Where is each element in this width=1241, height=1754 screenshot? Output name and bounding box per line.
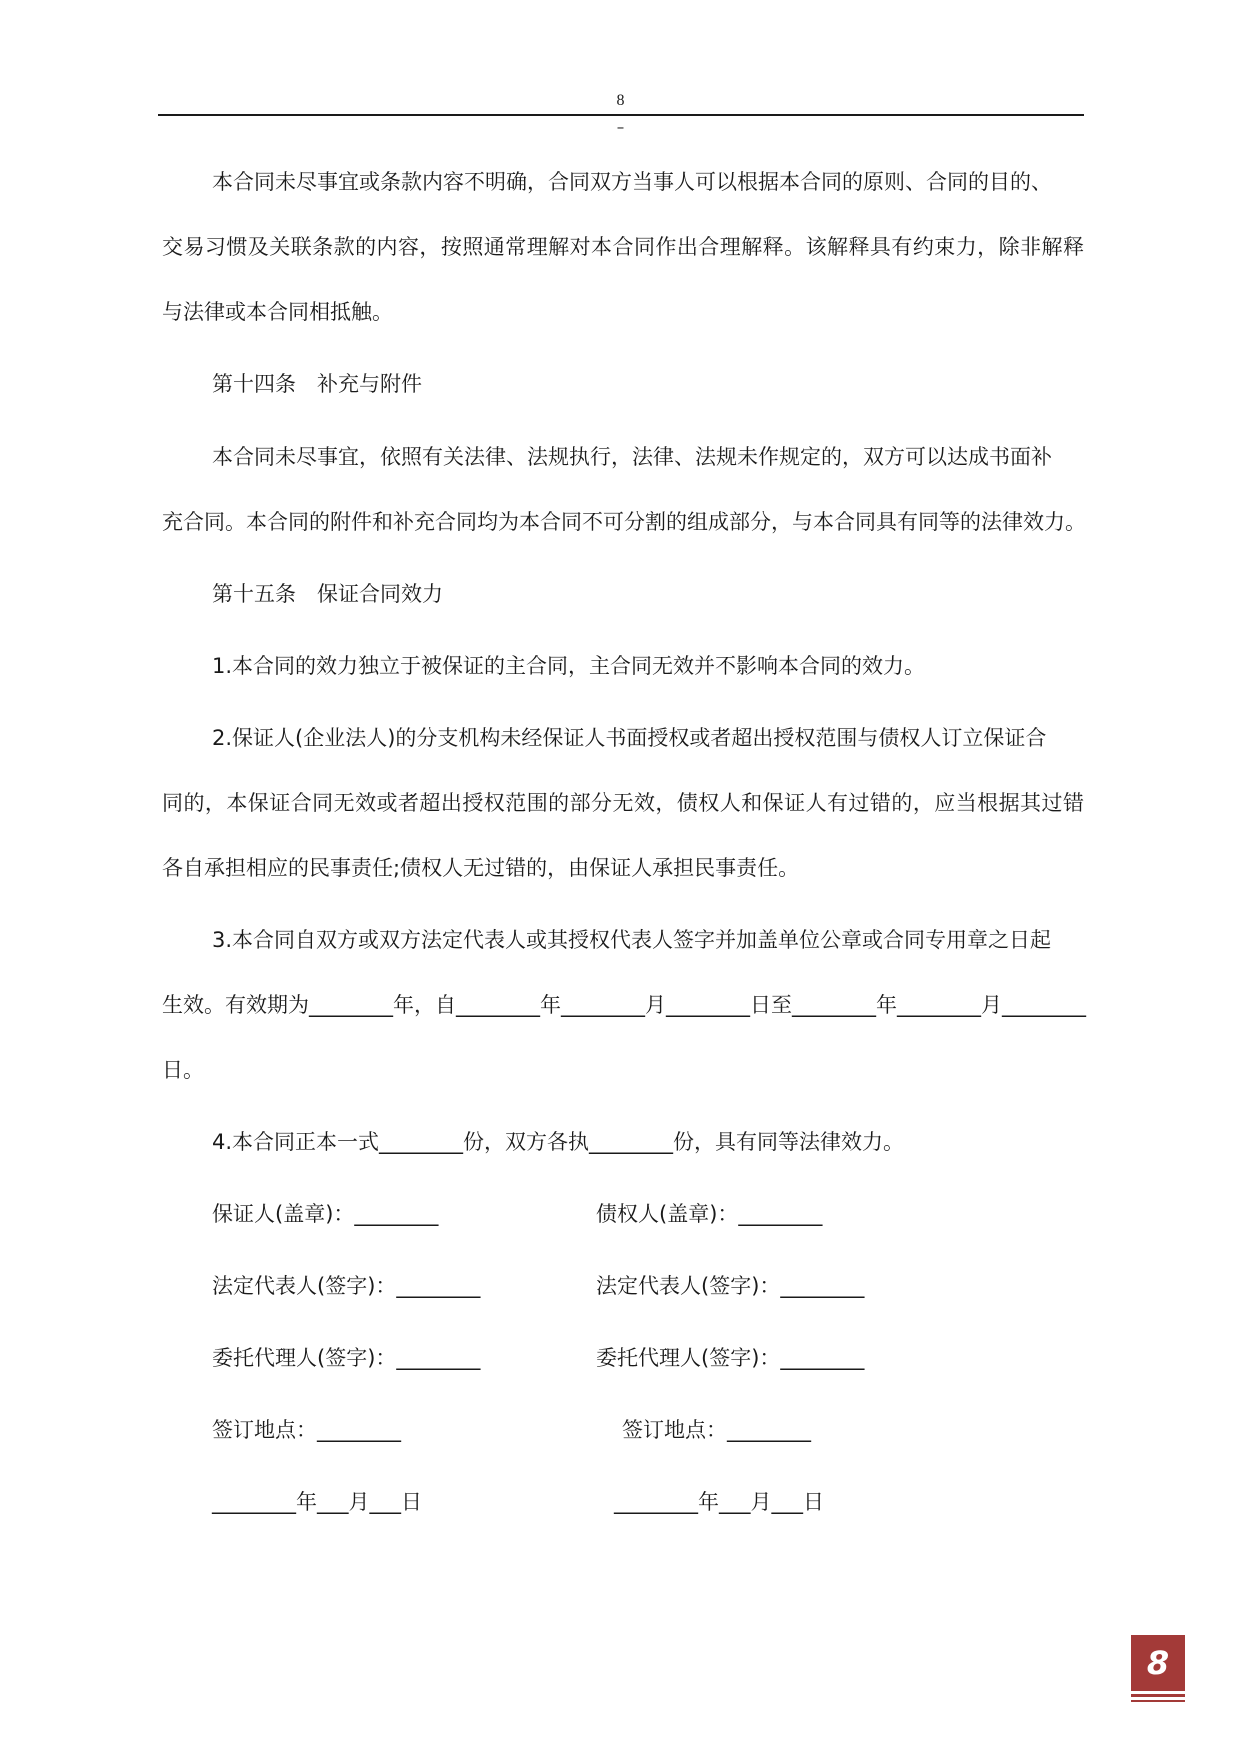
right-place-line: 签订地点：________ <box>622 1418 811 1442</box>
right-agent-line: 委托代理人(签字)：________ <box>596 1346 865 1370</box>
paragraph-line: 交易习惯及关联条款的内容，按照通常理解对本合同作出合理解释。该解释具有约束力，除非解释 <box>162 235 1084 259</box>
badge-underline <box>1131 1694 1185 1697</box>
badge-underline <box>1131 1700 1185 1702</box>
clause-line: 2.保证人(企业法人)的分支机构未经保证人书面授权或者超出授权范围与债权人订立保证合 <box>212 726 1047 750</box>
page-badge: 8 <box>1131 1635 1185 1691</box>
clause-line: 3.本合同自双方或双方法定代表人或其授权代表人签字并加盖单位公章或合同专用章之日起 <box>212 928 1052 952</box>
header-rule <box>158 114 1084 116</box>
clause-line: 1.本合同的效力独立于被保证的主合同，主合同无效并不影响本合同的效力。 <box>212 654 926 678</box>
guarantor-seal-line: 保证人(盖章)：________ <box>212 1202 439 1226</box>
clause-line: 日。 <box>162 1058 204 1082</box>
right-legal-rep-line: 法定代表人(签字)：________ <box>596 1274 865 1298</box>
creditor-seal-line: 债权人(盖章)：________ <box>596 1202 823 1226</box>
left-date-line: ________年___月___日 <box>212 1490 422 1514</box>
left-agent-line: 委托代理人(签字)：________ <box>212 1346 481 1370</box>
paragraph-line: 本合同未尽事宜，依照有关法律、法规执行，法律、法规未作规定的，双方可以达成书面补 <box>212 445 1052 469</box>
left-legal-rep-line: 法定代表人(签字)：________ <box>212 1274 481 1298</box>
paragraph-line: 充合同。本合同的附件和补充合同均为本合同不可分割的组成部分，与本合同具有同等的法律效力。 <box>162 510 1086 534</box>
right-date-line: ________年___月___日 <box>614 1490 824 1514</box>
paragraph-line: 与法律或本合同相抵触。 <box>162 300 393 324</box>
page-number: 8 <box>616 92 625 109</box>
clause-line: 生效。有效期为________年，自________年________月________日至________年________月________ <box>162 993 1086 1017</box>
clause-line: 同的，本保证合同无效或者超出授权范围的部分无效，债权人和保证人有过错的，应当根据其过错 <box>162 791 1084 815</box>
clause-line: 4.本合同正本一式________份，双方各执________份，具有同等法律效力。 <box>212 1130 905 1154</box>
paragraph-line: 本合同未尽事宜或条款内容不明确，合同双方当事人可以根据本合同的原则、合同的目的、 <box>212 170 1052 194</box>
clause-line: 各自承担相应的民事责任;债权人无过错的，由保证人承担民事责任。 <box>162 856 800 880</box>
article-heading: 第十五条 保证合同效力 <box>212 582 443 606</box>
left-place-line: 签订地点：________ <box>212 1418 401 1442</box>
article-heading: 第十四条 补充与附件 <box>212 372 422 396</box>
header-dash: – <box>616 118 625 136</box>
